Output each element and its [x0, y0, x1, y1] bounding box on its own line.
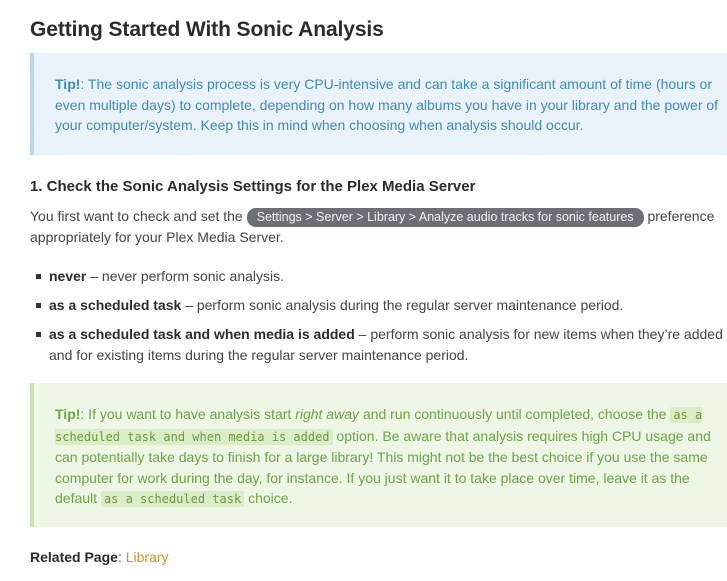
inline-code-option: as a scheduled task and when media is added: [55, 408, 703, 444]
tip-label: Tip!: [55, 406, 81, 422]
option-term: as a scheduled task and when media is added: [49, 326, 355, 342]
option-desc: – perform sonic analysis during the regular server maintenance period.: [181, 297, 624, 313]
option-desc: – never perform sonic analysis.: [86, 268, 284, 284]
list-item: [30, 266, 727, 287]
related-label: Related Page: [30, 549, 118, 565]
tip-text: : The sonic analysis process is very CPU-intensive and can take a significant amount of time (hours or even multiple days) to complete, depending on how many albums you have in your library and the power of your computer/system. Keep this in mind when choosing when analysis should occur.: [55, 76, 719, 133]
tip-text: and run continuously until completed, choose the: [359, 406, 671, 422]
related-link-library[interactable]: Library: [125, 549, 169, 565]
related-sep: :: [117, 549, 126, 565]
option-term: as a scheduled task: [49, 297, 182, 313]
list-item: [30, 324, 727, 366]
tip-text: : If you want to have analysis start: [80, 406, 296, 422]
options-list: [30, 266, 727, 374]
option-desc: – perform sonic analysis for new items when they’re added and for existing items during the regular server maintenance period.: [49, 326, 723, 363]
intro-text-before: You first want to check and set the: [30, 208, 247, 224]
section-heading: 1. Check the Sonic Analysis Settings for the Plex Media Server: [30, 178, 476, 195]
intro-text-after: preference appropriately for your Plex Media Server.: [30, 208, 715, 245]
list-item: [30, 295, 727, 316]
related-page: [30, 549, 169, 565]
inline-code-default: as a scheduled task: [101, 491, 244, 507]
setting-path-badge: Settings > Server > Library > Analyze audio tracks for sonic features: [247, 208, 644, 227]
option-term: never: [49, 268, 87, 284]
tip-box-scheduling: [30, 383, 727, 527]
intro-paragraph: [30, 206, 727, 248]
tip-label: Tip!: [55, 76, 81, 92]
page-title: Getting Started With Sonic Analysis: [30, 18, 384, 41]
tip-text: choice.: [244, 490, 293, 506]
tip-box-cpu: [30, 53, 727, 155]
tip-text: option. Be aware that analysis requires high CPU usage and can potentially take days to finish for a large library! This might not be the best choice if you use the same computer for work during the day, for instance. If you just want it to take place over time, leave it as the default: [55, 427, 711, 506]
tip-emphasis: right away: [295, 406, 359, 422]
